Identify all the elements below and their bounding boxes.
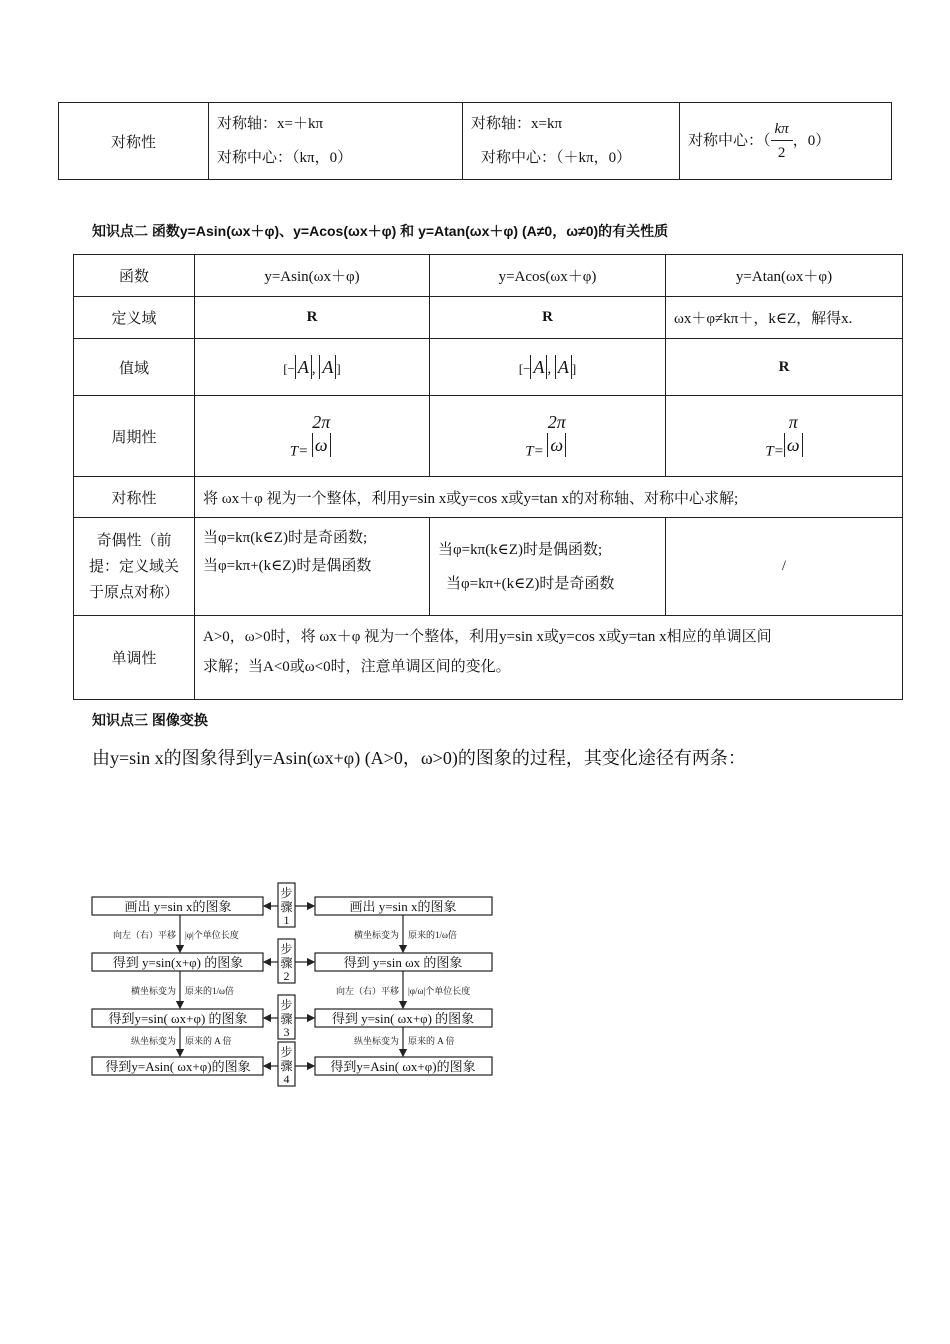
row-label-parity	[74, 518, 195, 616]
right-box-3-text: 得到 y=sin( ωx+φ) 的图象	[331, 1011, 475, 1026]
period-denominator: ω	[784, 433, 803, 457]
period-fraction	[784, 411, 803, 457]
left-arrow-2-b: 原来的1/ω倍	[185, 986, 234, 996]
row-label-monotonic: 单调性	[74, 616, 195, 700]
step-1-char-2: 骤	[280, 900, 293, 914]
range-comma: ,	[547, 361, 552, 377]
row-label-symmetry: 对称性	[74, 477, 195, 518]
tan-range: R	[666, 339, 903, 396]
cos-parity-line-2: 当φ=kπ+(k∈Z)时是奇函数	[446, 575, 615, 592]
parity-label-line-1: 奇偶性（前	[96, 532, 172, 549]
sin-parity	[195, 518, 430, 616]
step-2-char-3: 2	[283, 969, 290, 983]
left-arrow-1-a: 向左（右）平移	[112, 930, 176, 940]
sin-symmetry-axis: 对称轴：x=＋kπ	[217, 116, 324, 132]
range-close: ]	[336, 361, 341, 376]
range-open: [−	[283, 361, 295, 376]
right-arrow-1-b: 原来的1/ω倍	[408, 930, 457, 940]
period-T: T=	[525, 443, 544, 460]
left-arrow-3-b: 原来的 A 倍	[185, 1036, 232, 1046]
abs-A-left: A	[530, 355, 547, 379]
cos-parity	[430, 518, 666, 616]
monotonic-line-2: 求解；当A<0或ω<0时，注意单调区间的变化。	[203, 659, 511, 675]
header-tan: y=Atan(ωx＋φ)	[666, 255, 903, 297]
monotonic-text	[195, 616, 903, 700]
fraction-denominator: 2	[777, 144, 786, 161]
row-label-domain: 定义域	[74, 297, 195, 339]
tan-symmetry-center-prefix: 对称中心：（	[688, 132, 771, 149]
step-3-char-1: 步	[280, 998, 293, 1012]
cos-domain: R	[430, 297, 666, 339]
cos-range	[430, 339, 666, 396]
period-numerator: 2π	[312, 412, 331, 433]
step-1-char-3: 1	[283, 913, 290, 927]
right-arrow-3-b: 原来的 A 倍	[408, 1036, 455, 1046]
cos-symmetry-cell	[463, 103, 680, 180]
right-box-2-text: 得到 y=sin ωx 的图象	[343, 955, 463, 970]
right-box-1-text: 画出 y=sin x的图象	[349, 899, 457, 914]
period-numerator: π	[788, 412, 798, 433]
header-sin: y=Asin(ωx＋φ)	[195, 255, 430, 297]
cos-period	[430, 396, 666, 477]
step-4-char-3: 4	[283, 1072, 290, 1086]
header-cos: y=Acos(ωx＋φ)	[430, 255, 666, 297]
right-arrow-2-a: 向左（右）平移	[335, 986, 399, 996]
period-T: T=	[765, 443, 784, 460]
period-denominator: ω	[547, 433, 566, 457]
tan-parity: /	[666, 518, 903, 616]
left-arrow-3-a: 纵坐标变为	[130, 1036, 176, 1046]
k-pi-over-2-fraction	[771, 118, 793, 165]
cos-symmetry-center: 对称中心：（＋kπ，0）	[481, 150, 632, 166]
transform-flowchart	[88, 878, 498, 1088]
row-label-symmetry: 对称性	[59, 103, 209, 180]
sin-range	[195, 339, 430, 396]
symmetry-table-top	[58, 102, 892, 180]
period-fraction	[544, 411, 570, 457]
row-label-period: 周期性	[74, 396, 195, 477]
right-box-4-text: 得到y=Asin( ωx+φ)的图象	[330, 1059, 476, 1074]
tan-period	[666, 396, 903, 477]
step-3-char-3: 3	[283, 1025, 290, 1039]
step-1-char-1: 步	[280, 886, 293, 900]
tan-symmetry-center-suffix: ，0）	[792, 132, 831, 149]
sin-parity-line-1: 当φ=kπ(k∈Z)时是奇函数;	[203, 530, 368, 546]
tan-symmetry-cell	[680, 103, 892, 180]
monotonic-line-1: A>0，ω>0时，将 ωx＋φ 视为一个整体，利用y=sin x或y=cos x或y=tan x相应的单调区间	[203, 629, 772, 645]
left-box-2-text: 得到 y=sin(x+φ) 的图象	[112, 955, 244, 970]
properties-table	[73, 254, 903, 700]
parity-label-line-3: 于原点对称）	[88, 584, 179, 601]
left-arrow-2-a: 横坐标变为	[130, 986, 176, 996]
right-arrow-3-a: 纵坐标变为	[353, 1036, 399, 1046]
cos-parity-line-1: 当φ=kπ(k∈Z)时是偶函数;	[438, 541, 603, 558]
left-box-3-text: 得到y=sin( ωx+φ) 的图象	[108, 1011, 248, 1026]
tan-domain: ωx＋φ≠kπ＋，k∈Z，解得x.	[666, 297, 903, 339]
left-box-4-text: 得到y=Asin( ωx+φ)的图象	[105, 1059, 251, 1074]
left-box-1-text: 画出 y=sin x的图象	[124, 899, 232, 914]
right-arrow-2-b: |φ/ω|个单位长度	[408, 986, 471, 996]
period-denominator: ω	[312, 433, 331, 457]
header-label: 函数	[74, 255, 195, 297]
range-open: [−	[518, 361, 531, 376]
step-4-char-1: 步	[280, 1045, 293, 1059]
sin-domain: R	[195, 297, 430, 339]
period-T: T=	[289, 443, 309, 460]
step-4-char-2: 骤	[280, 1059, 293, 1073]
step-2-char-2: 骤	[280, 956, 293, 970]
right-arrow-1-a: 横坐标变为	[353, 930, 399, 940]
symmetry-text: 将 ωx＋φ 视为一个整体，利用y=sin x或y=cos x或y=tan x的对称轴、对称中心求解;	[195, 477, 903, 518]
sin-symmetry-center: 对称中心：（kπ，0）	[217, 150, 353, 166]
section-2-title: 知识点二 函数y=Asin(ωx＋φ)、y=Acos(ωx＋φ) 和 y=Atan(ωx＋φ) (A≠0，ω≠0)的有关性质	[92, 223, 669, 239]
section-3-title: 知识点三 图像变换	[92, 712, 208, 728]
step-2-char-1: 步	[280, 942, 293, 956]
range-close: ]	[571, 361, 577, 376]
step-3-char-2: 骤	[280, 1012, 293, 1026]
sin-symmetry-cell	[209, 103, 463, 180]
section-3-paragraph: 由y=sin x的图象得到y=Asin(ωx+φ) (A>0，ω>0)的图象的过程，其变化途径有两条：	[92, 748, 746, 768]
parity-label-line-2: 提：定义域关	[88, 558, 179, 575]
abs-A-left: A	[295, 355, 312, 379]
period-numerator: 2π	[547, 412, 566, 433]
cos-symmetry-axis: 对称轴：x=kπ	[471, 116, 563, 132]
sin-parity-line-2: 当φ=kπ+(k∈Z)时是偶函数	[203, 558, 372, 574]
range-comma: ,	[311, 361, 316, 377]
row-label-range: 值域	[74, 339, 195, 396]
period-fraction	[308, 411, 334, 457]
sin-period	[195, 396, 430, 477]
fraction-numerator: kπ	[771, 118, 793, 141]
abs-A-right: A	[319, 355, 336, 379]
abs-A-right: A	[555, 355, 572, 379]
left-arrow-1-b: |φ|个单位长度	[185, 930, 239, 940]
